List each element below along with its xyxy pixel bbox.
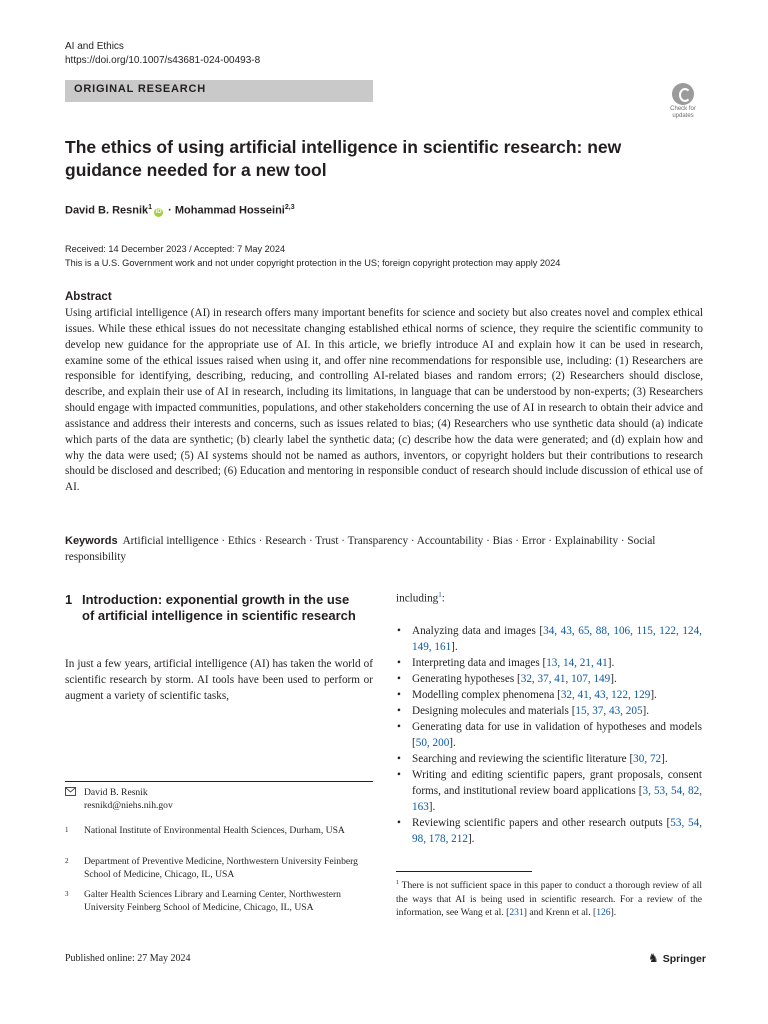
- keywords-label: Keywords: [65, 535, 118, 547]
- abstract-text: Using artificial intelligence (AI) in research offers many important benefits for science and society but also creates novel and complex ethical issues. While these ethical issues do not necessitate changing established ethical norms of science, they require the scientific community to develop new guidance for the appropriate use of AI. In this article, we briefly introduce AI and explain how it can be used in research, examine some of the ethical issues raised when using it, and offer nine recommendations for responsible use, including: (1) Researchers are responsible for identifying, describing, reducing, and controlling AI-related biases and random errors; (2) Researchers should disclose, describe, and explain their use of AI in research, including its limitations, in language that can be understood by non-experts; (3) Researchers should engage with impacted communities, populations, and other stakeholders concerning the use of AI in research to obtain their advice and assistance and address their interests and concerns, such as issues related to bias; (4) Researchers who use synthetic data should (a) indicate which parts of the data are synthetic; (b) clearly label the synthetic data; (c) describe how the data were generated; and (d) explain how and why the data were used; (5) AI systems should not be named as authors, inventors, or copyright holders but their contributions to research should be disclosed and described; (6) Education and mentoring in responsible conduct of research should include discussion of ethical use of AI.: [65, 307, 703, 494]
- citation-links[interactable]: 32, 37, 41, 107, 149: [520, 673, 611, 685]
- citation-links[interactable]: 34, 43, 65, 88, 106, 115, 122, 124, 149, 161: [412, 625, 702, 653]
- author-affiliation-mark: 2,3: [284, 204, 295, 211]
- citation-links[interactable]: 13, 14, 21, 41: [546, 657, 608, 669]
- keywords-text: Artificial intelligence · Ethics · Research · Trust · Transparency · Accountability · Bias · Error · Explainability · Social responsibility: [65, 535, 656, 563]
- article-title: The ethics of using artificial intelligence in scientific research: new guidance needed for a new tool: [65, 137, 622, 180]
- list-item: • Generating data for use in validation of hypotheses and models [50, 200].: [396, 719, 702, 751]
- abstract-heading: Abstract: [65, 291, 112, 303]
- footnote: $^1$ There is not sufficient space in this paper to conduct a thorough review of all the ways that AI is being used in scientific research. For a review of the information, see Wang et al. [231] and Krenn et al. [126].: [396, 880, 702, 918]
- journal-header: [65, 40, 260, 68]
- affiliation: [65, 888, 365, 914]
- corresponding-author: David B. Resnik: [84, 787, 148, 798]
- affiliation: [65, 855, 365, 881]
- corresponding-email[interactable]: resnikd@niehs.nih.gov: [84, 800, 173, 811]
- affiliation-number: 3: [65, 890, 69, 898]
- affiliation-number: 1: [65, 826, 69, 834]
- list-item: • Designing molecules and materials [15, 37, 43, 205].: [396, 703, 702, 719]
- correspondence: [65, 786, 173, 812]
- received-accepted: Received: 14 December 2023 / Accepted: 7 May 2024: [65, 244, 286, 254]
- affiliation-text: National Institute of Environmental Health Sciences, Durham, USA: [84, 825, 345, 836]
- doi-link[interactable]: https://doi.org/10.1007/s43681-024-00493-8: [65, 55, 261, 66]
- intro-paragraph: In just a few years, artificial intelligence (AI) has taken the world of scientific research by storm. AI tools have been used to perform or augment a variety of scientific tasks,: [65, 658, 373, 702]
- citation-links[interactable]: 50, 200: [415, 737, 450, 749]
- article-type-label: ORIGINAL RESEARCH: [74, 83, 206, 95]
- including-colon: :: [441, 592, 445, 605]
- check-for-updates-badge[interactable]: [664, 83, 702, 123]
- springer-horse-icon: ♞: [648, 951, 659, 965]
- article-dates: [65, 242, 560, 270]
- published-online: Published online: 27 May 2024: [65, 953, 191, 964]
- copyright-note: This is a U.S. Government work and not under copyright protection in the US; foreign copyright protection may apply 2024: [65, 258, 561, 268]
- citation-links[interactable]: 53, 54, 98, 178, 212: [412, 817, 703, 845]
- envelope-icon: [65, 787, 76, 800]
- orcid-icon[interactable]: iD: [155, 208, 162, 215]
- section-title: Introduction: exponential growth in the use of artificial intelligence in scientific research: [82, 592, 356, 623]
- including-text: including: [396, 592, 439, 605]
- author-affiliation-mark: 1: [148, 204, 153, 211]
- author-separator: ·: [168, 204, 172, 217]
- publisher-name: Springer: [662, 953, 706, 965]
- list-item: • Generating hypotheses [32, 37, 41, 107, 149].: [396, 671, 702, 687]
- including-line: [396, 591, 445, 605]
- author-list: [65, 204, 295, 217]
- citation-links[interactable]: 3, 53, 54, 82, 163: [412, 785, 702, 813]
- citation-link[interactable]: 231: [509, 907, 524, 918]
- citation-links[interactable]: 32, 41, 43, 122, 129: [560, 689, 651, 701]
- publisher-logo[interactable]: [648, 951, 706, 965]
- footnote-number: 1: [396, 880, 399, 886]
- article-type-banner: [65, 80, 373, 102]
- author-name[interactable]: David B. Resnik: [65, 204, 149, 217]
- list-item: • Writing and editing scientific papers, grant proposals, consent forms, and institutional review board applications [3, 53, 54, 82, 163].: [396, 767, 702, 815]
- citation-link[interactable]: 126: [596, 907, 611, 918]
- ai-uses-list: [396, 623, 702, 847]
- affiliation-text: Department of Preventive Medicine, Northwestern University Feinberg School of Medicine, Chicago, IL, USA: [84, 856, 358, 880]
- list-item: • Modelling complex phenomena [32, 41, 43, 122, 129].: [396, 687, 702, 703]
- list-item: • Reviewing scientific papers and other research outputs [53, 54, 98, 178, 212].: [396, 815, 702, 847]
- affiliation-number: 2: [65, 857, 69, 865]
- section-number: 1: [65, 592, 73, 607]
- list-item: • Searching and reviewing the scientific literature [30, 72].: [396, 751, 702, 767]
- footnote-divider: [65, 781, 373, 782]
- check-updates-icon: [672, 83, 694, 105]
- citation-links[interactable]: 15, 37, 43, 205: [575, 705, 643, 717]
- journal-name: AI and Ethics: [65, 41, 124, 52]
- check-updates-label: Check for updates: [670, 106, 696, 119]
- affiliation-text: Galter Health Sciences Library and Learning Center, Northwestern University Feinberg School of Medicine, Chicago, IL, USA: [84, 889, 341, 913]
- list-item: • Interpreting data and images [13, 14, 21, 41].: [396, 655, 702, 671]
- list-item: • Analyzing data and images [34, 43, 65, 88, 106, 115, 122, 124, 149, 161].: [396, 623, 702, 655]
- footnote-rule: [396, 871, 532, 872]
- citation-links[interactable]: 30, 72: [633, 753, 662, 765]
- footnote-ref[interactable]: 1: [438, 591, 442, 599]
- author-name[interactable]: Mohammad Hosseini: [174, 204, 285, 217]
- affiliation: [65, 824, 365, 837]
- keywords: [65, 533, 703, 565]
- section-heading: [65, 592, 365, 624]
